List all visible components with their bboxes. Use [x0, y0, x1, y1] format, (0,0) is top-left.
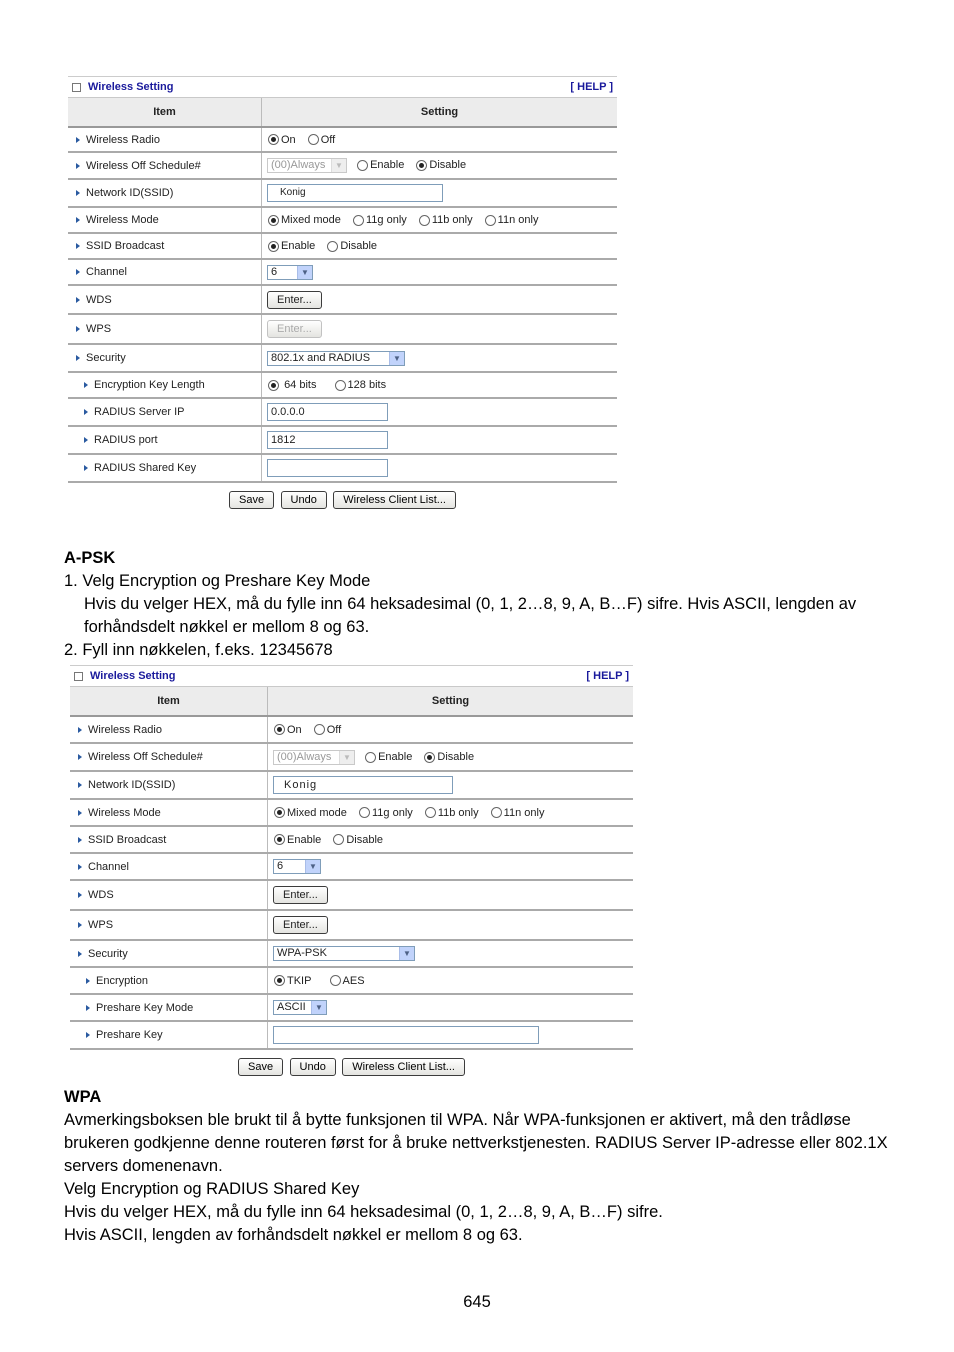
- arrow-icon: [76, 269, 80, 275]
- ssid-label: Network ID(SSID): [86, 187, 174, 199]
- radio-label: Mixed mode: [281, 214, 341, 226]
- radio-on-button[interactable]: [268, 134, 279, 145]
- radius-ip-label: RADIUS Server IP: [94, 406, 185, 418]
- arrow-icon: [86, 978, 90, 984]
- paragraph: 2. Fyll inn nøkkelen, f.eks. 12345678: [64, 641, 333, 659]
- settings-table: [70, 687, 633, 1050]
- wpa-section: [64, 1086, 894, 1247]
- ssid-broadcast-label: SSID Broadcast: [88, 833, 167, 846]
- wds-label: WDS: [86, 293, 112, 306]
- undo-button[interactable]: Undo: [281, 491, 327, 509]
- broadcast-disable-radio[interactable]: [327, 241, 338, 252]
- off-schedule-label: Wireless Off Schedule#: [86, 159, 201, 172]
- column-header-setting: Setting: [268, 687, 634, 716]
- wps-enter-button[interactable]: Enter...: [273, 916, 328, 934]
- schedule-enable-radio[interactable]: [357, 160, 368, 171]
- wds-enter-button[interactable]: Enter...: [273, 886, 328, 904]
- wps-enter-button[interactable]: Enter...: [267, 320, 322, 338]
- radio-label: Disable: [346, 833, 384, 846]
- chevron-down-icon: ▼: [339, 751, 354, 764]
- wireless-setting-panel-radius: [68, 76, 617, 509]
- arrow-icon: [78, 922, 82, 928]
- channel-label: Channel: [86, 266, 127, 278]
- security-select[interactable]: [273, 946, 415, 961]
- ssid-label: Network ID(SSID): [88, 779, 176, 791]
- wds-enter-button[interactable]: Enter...: [267, 291, 322, 309]
- wireless-setting-panel-wpa-psk: [70, 665, 633, 1076]
- security-label: Security: [88, 947, 128, 960]
- radio-label: Disable: [340, 240, 378, 252]
- help-link[interactable]: [ HELP ]: [586, 670, 629, 682]
- table-row: [68, 454, 617, 482]
- page-number: 645: [463, 1293, 491, 1311]
- chevron-down-icon: ▼: [389, 352, 404, 365]
- paragraph: Hvis ASCII, lengden av forhåndsdelt nøkkel er mellom 8 og 63.: [64, 1226, 523, 1244]
- apsk-section: [64, 547, 894, 662]
- chevron-down-icon: ▼: [399, 947, 414, 960]
- broadcast-enable-radio[interactable]: [268, 241, 279, 252]
- schedule-disable-radio[interactable]: [424, 752, 435, 763]
- ssid-input[interactable]: Konig: [267, 184, 443, 202]
- column-header-item: Item: [70, 687, 268, 716]
- wireless-radio-label: Wireless Radio: [88, 723, 162, 736]
- paragraph: 1. Velg Encryption og Preshare Key Mode: [64, 572, 371, 590]
- table-row: [70, 771, 633, 799]
- chevron-down-icon: ▼: [311, 1001, 326, 1014]
- radio-off-button[interactable]: [308, 134, 319, 145]
- broadcast-enable-radio[interactable]: [274, 834, 285, 845]
- panel-title: Wireless Setting: [88, 81, 174, 93]
- encryption-label: Encryption: [96, 974, 148, 987]
- table-row: [70, 940, 633, 967]
- table-row: [68, 344, 617, 372]
- channel-label: Channel: [88, 860, 129, 873]
- table-row: [68, 372, 617, 398]
- radius-port-label: RADIUS port: [94, 434, 158, 446]
- radius-ip-input[interactable]: 0.0.0.0: [267, 403, 388, 421]
- wireless-mode-label: Wireless Mode: [88, 806, 161, 819]
- mode-11n-radio[interactable]: [491, 807, 502, 818]
- enc-tkip-radio[interactable]: [274, 975, 285, 986]
- table-row: [68, 127, 617, 152]
- table-row: [70, 799, 633, 826]
- wps-label: WPS: [88, 919, 114, 931]
- arrow-icon: [76, 217, 80, 223]
- radio-label: 11b only: [437, 806, 479, 819]
- radio-label: TKIP: [287, 974, 312, 987]
- channel-select[interactable]: [273, 859, 321, 874]
- arrow-icon: [84, 409, 88, 415]
- help-link[interactable]: [ HELP ]: [570, 81, 613, 93]
- arrow-icon: [76, 243, 80, 249]
- radio-label: Enable: [370, 159, 405, 172]
- mode-mixed-radio[interactable]: [274, 807, 285, 818]
- save-button[interactable]: Save: [229, 491, 274, 509]
- arrow-icon: [78, 864, 82, 870]
- section-heading: A-PSK: [64, 549, 116, 567]
- table-row: [70, 743, 633, 771]
- radius-key-input[interactable]: [267, 459, 388, 477]
- chevron-down-icon: ▼: [297, 266, 312, 279]
- column-header-item: Item: [68, 98, 262, 127]
- table-row: [70, 994, 633, 1021]
- radio-label: 11n only: [497, 214, 539, 226]
- table-row: [68, 426, 617, 454]
- radio-label: Disable: [437, 750, 475, 763]
- table-row: [68, 285, 617, 314]
- panel-box-icon: [74, 672, 83, 681]
- arrow-icon: [76, 137, 80, 143]
- radio-label: 128 bits: [347, 379, 387, 391]
- paragraph: Hvis du velger HEX, må du fylle inn 64 heksadesimal (0, 1, 2…8, 9, A, B…F) sifre. Hvis ASCII, lengden av forhåndsdelt nøkkel er mellom 8 og 63.: [84, 595, 857, 636]
- radio-label: 11g only: [365, 214, 407, 226]
- broadcast-disable-radio[interactable]: [333, 834, 344, 845]
- wireless-client-list-button[interactable]: Wireless Client List...: [333, 491, 456, 509]
- radio-on-button[interactable]: [274, 724, 285, 735]
- key-length-label: Encryption Key Length: [94, 379, 205, 391]
- table-row: [70, 853, 633, 880]
- schedule-disable-radio[interactable]: [416, 160, 427, 171]
- ssid-input[interactable]: Konig: [273, 776, 453, 794]
- table-row: [70, 967, 633, 994]
- radio-label: 11b only: [431, 214, 473, 226]
- wireless-radio-label: Wireless Radio: [86, 133, 160, 146]
- undo-button[interactable]: Undo: [290, 1058, 336, 1076]
- arrow-icon: [76, 190, 80, 196]
- radio-label: Off: [320, 133, 336, 146]
- arrow-icon: [76, 163, 80, 169]
- table-row: [68, 259, 617, 285]
- wds-label: WDS: [88, 889, 114, 901]
- radio-label: Mixed mode: [287, 806, 347, 819]
- paragraph: Hvis du velger HEX, må du fylle inn 64 heksadesimal (0, 1, 2…8, 9, A, B…F) sifre.: [64, 1203, 663, 1221]
- radius-key-label: RADIUS Shared Key: [94, 462, 197, 474]
- mode-11n-radio[interactable]: [485, 215, 496, 226]
- arrow-icon: [76, 326, 80, 332]
- select-value: 6: [271, 265, 278, 278]
- arrow-icon: [86, 1032, 90, 1038]
- column-header-setting: Setting: [262, 98, 618, 127]
- radius-port-input[interactable]: 1812: [267, 431, 388, 449]
- radio-label: 64 bits: [284, 379, 317, 391]
- panel-title-bar: [68, 76, 617, 98]
- button-bar: [68, 491, 617, 509]
- arrow-icon: [78, 892, 82, 898]
- select-value: 6: [277, 860, 284, 872]
- arrow-icon: [84, 465, 88, 471]
- table-row: [70, 1021, 633, 1049]
- radio-label: Enable: [378, 750, 413, 763]
- arrow-icon: [78, 754, 82, 760]
- chevron-down-icon: ▼: [331, 159, 346, 172]
- table-row: [68, 233, 617, 259]
- panel-box-icon: [72, 83, 81, 92]
- schedule-select[interactable]: [273, 750, 355, 765]
- arrow-icon: [78, 837, 82, 843]
- table-row: [70, 826, 633, 853]
- panel-title-bar: [70, 665, 633, 687]
- table-row: [68, 179, 617, 207]
- select-value: (00)Always: [277, 750, 332, 763]
- ssid-broadcast-label: SSID Broadcast: [86, 240, 165, 252]
- paragraph: Avmerkingsboksen ble brukt til å bytte funksjonen til WPA. Når WPA-funksjonen er aktivert, må den trådløse brukeren godkjenne denne routeren først for å bruke nettverkstjenesten. RADIUS Server IP-adresse eller 802.1X servers domenenavn.: [64, 1111, 888, 1175]
- save-button[interactable]: Save: [238, 1058, 283, 1076]
- key-128-radio[interactable]: [335, 380, 346, 391]
- arrow-icon: [78, 951, 82, 957]
- mode-11b-radio[interactable]: [419, 215, 430, 226]
- schedule-enable-radio[interactable]: [365, 752, 376, 763]
- schedule-select[interactable]: [267, 158, 347, 173]
- key-64-radio[interactable]: [268, 380, 279, 391]
- security-label: Security: [86, 352, 126, 364]
- arrow-icon: [76, 355, 80, 361]
- radio-label: 11g only: [371, 806, 413, 819]
- panel-title: Wireless Setting: [90, 670, 176, 682]
- preshare-mode-select[interactable]: [273, 1000, 327, 1015]
- paragraph: Velg Encryption og RADIUS Shared Key: [64, 1180, 360, 1198]
- wireless-mode-label: Wireless Mode: [86, 214, 159, 226]
- preshare-mode-label: Preshare Key Mode: [96, 1001, 194, 1014]
- wireless-client-list-button[interactable]: Wireless Client List...: [342, 1058, 465, 1076]
- radio-label: AES: [342, 974, 365, 987]
- enc-aes-radio[interactable]: [330, 975, 341, 986]
- arrow-icon: [76, 297, 80, 303]
- radio-label: On: [287, 723, 302, 736]
- button-bar: [70, 1058, 633, 1076]
- table-row: [68, 398, 617, 426]
- channel-select[interactable]: [267, 265, 313, 280]
- table-row: [70, 880, 633, 910]
- settings-table: [68, 98, 617, 483]
- wps-label: WPS: [86, 323, 112, 335]
- mode-11b-radio[interactable]: [425, 807, 436, 818]
- mode-mixed-radio[interactable]: [268, 215, 279, 226]
- preshare-key-input[interactable]: [273, 1026, 539, 1044]
- arrow-icon: [78, 727, 82, 733]
- section-heading: WPA: [64, 1088, 102, 1106]
- select-value: ASCII: [277, 1001, 306, 1013]
- preshare-key-label: Preshare Key: [96, 1029, 163, 1041]
- table-row: [70, 716, 633, 743]
- off-schedule-label: Wireless Off Schedule#: [88, 751, 203, 763]
- chevron-down-icon: ▼: [305, 860, 320, 873]
- table-row: [68, 152, 617, 179]
- arrow-icon: [78, 782, 82, 788]
- arrow-icon: [86, 1005, 90, 1011]
- select-value: 802.1x and RADIUS: [271, 351, 371, 364]
- arrow-icon: [78, 810, 82, 816]
- mode-11g-radio[interactable]: [359, 807, 370, 818]
- radio-off-button[interactable]: [314, 724, 325, 735]
- arrow-icon: [84, 437, 88, 443]
- radio-label: 11n only: [503, 806, 545, 819]
- select-value: WPA-PSK: [277, 947, 327, 959]
- table-row: [68, 207, 617, 233]
- radio-label: On: [281, 133, 296, 146]
- table-row: [68, 314, 617, 344]
- select-value: (00)Always: [271, 159, 326, 171]
- radio-label: Disable: [429, 159, 467, 172]
- arrow-icon: [84, 382, 88, 388]
- security-select[interactable]: [267, 351, 405, 366]
- radio-label: Enable: [281, 240, 316, 252]
- table-row: [70, 910, 633, 940]
- radio-label: Off: [326, 723, 342, 736]
- radio-label: Enable: [287, 833, 322, 846]
- mode-11g-radio[interactable]: [353, 215, 364, 226]
